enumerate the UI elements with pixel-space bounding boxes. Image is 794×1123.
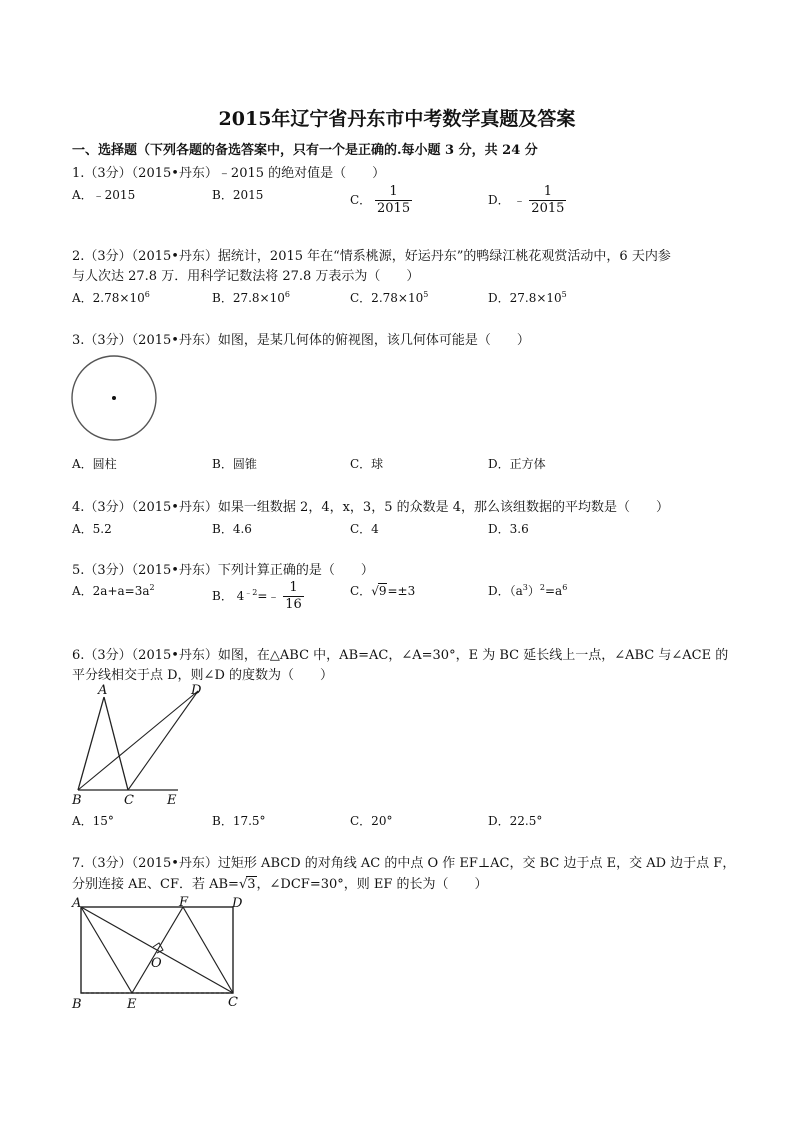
q3-option-c: C．球 — [350, 457, 384, 471]
q5-option-c-radical-sign: √ — [371, 584, 379, 598]
q5-option-c — [350, 582, 415, 599]
q5-option-b-numerator: 1 — [289, 580, 298, 595]
q5-option-b-fraction — [283, 580, 304, 613]
q5-option-d-paren: ） — [527, 584, 540, 598]
q5-option-b-base: 4 — [236, 589, 245, 603]
q6-option-d: D．22.5° — [488, 814, 543, 828]
page-title: 2015年辽宁省丹东市中考数学真题及答案 — [218, 108, 576, 130]
q6-segment-ac — [104, 697, 128, 790]
q3-option-d: D．正方体 — [488, 457, 546, 471]
q6-segment-ab — [78, 697, 104, 790]
q6-label-a: A — [98, 683, 108, 698]
q5-option-c-radicand: 9 — [378, 584, 387, 598]
q7-label-d: D — [232, 896, 243, 911]
q4-option-c: C．4 — [350, 522, 379, 536]
q6-stem-line1: 6.（3分）（2015•丹东）如图，在△ABC 中，AB=AC，∠A=30°，E 为 BC 延长线上一点，∠ABC 与∠ACE 的 — [72, 648, 729, 663]
q1-option-c-denominator: 2015 — [377, 201, 411, 216]
q4-option-b: B．4.6 — [212, 522, 252, 536]
q1-option-d — [488, 184, 566, 217]
q1-option-c-numerator: 1 — [389, 184, 398, 199]
q4-option-d: D．3.6 — [488, 522, 529, 536]
q5-stem: 5.（3分）（2015•丹东）下列计算正确的是（ ） — [72, 563, 374, 578]
q7-stem-radicand: 3 — [247, 877, 256, 892]
q1-option-d-sign: ﹣ — [513, 193, 526, 207]
q2-option-c-text: C．2.78×10 — [350, 291, 424, 305]
q7-label-b: B — [72, 997, 82, 1012]
q6-triangle-figure — [68, 680, 202, 810]
q6-stem-line2: 平分线相交于点 D，则∠D 的度数为（ ） — [72, 668, 334, 683]
q1-stem: 1.（3分）（2015•丹东）﹣2015 的绝对值是（ ） — [72, 166, 386, 181]
q7-stem-radical-sign: √ — [238, 877, 248, 892]
q2-option-a-exponent: 6 — [144, 290, 150, 299]
q5-option-a-exponent: 2 — [149, 583, 155, 592]
q5-option-c-result: =±3 — [387, 584, 416, 598]
q7-rectangle-figure — [68, 895, 248, 1013]
q5-option-b-exponent: ﹣2 — [244, 588, 258, 597]
q5-option-b — [212, 580, 304, 613]
q1-option-a: A．﹣2015 — [72, 188, 136, 202]
q3-option-b: B．圆锥 — [212, 457, 257, 471]
q1-option-b: B．2015 — [212, 188, 264, 202]
q1-option-c — [350, 184, 412, 217]
q2-option-b-text: B．27.8×10 — [212, 291, 285, 305]
q7-label-a: A — [72, 896, 82, 911]
q6-label-b: B — [72, 793, 82, 808]
q2-stem-line2: 与人次达 27.8 万．用科学记数法将 27.8 万表示为（ ） — [72, 269, 420, 284]
q7-label-o: O — [151, 956, 162, 971]
q7-label-f: F — [179, 895, 189, 910]
q6-option-a: A．15° — [72, 814, 114, 828]
q1-option-d-numerator: 1 — [543, 184, 552, 199]
q7-label-c: C — [228, 995, 238, 1010]
q2-option-d — [488, 289, 567, 306]
q5-option-a — [72, 582, 155, 599]
q1-option-d-fraction — [529, 184, 566, 217]
q2-option-d-exponent: 5 — [561, 290, 567, 299]
section-heading: 一、选择题（下列各题的备选答案中，只有一个是正确的.每小题 3 分，共 24 分 — [72, 143, 538, 158]
q1-option-c-fraction — [375, 184, 412, 217]
q5-option-b-label: B． — [212, 589, 233, 603]
q2-option-d-text: D．27.8×10 — [488, 291, 562, 305]
q4-stem: 4.（3分）（2015•丹东）如果一组数据 2，4，x，3，5 的众数是 4，那么该组数据的平均数是（ ） — [72, 500, 670, 515]
q2-option-a-text: A．2.78×10 — [72, 291, 145, 305]
q7-stem-line2 — [72, 873, 488, 892]
q5-option-a-text: A．2a+a=3a — [72, 584, 150, 598]
q6-label-d: D — [191, 683, 202, 698]
q7-stem-line2-b: ，∠DCF=30°，则 EF 的长为（ ） — [256, 877, 488, 892]
q2-option-c — [350, 289, 428, 306]
q7-segment-ef — [132, 907, 183, 993]
q7-label-e: E — [127, 997, 137, 1012]
q3-stem: 3.（3分）（2015•丹东）如图，是某几何体的俯视图，该几何体可能是（ ） — [72, 333, 530, 348]
q5-option-d-exponent-outer: 2 — [539, 583, 545, 592]
q7-segment-cf — [183, 907, 233, 993]
q6-label-c: C — [124, 793, 134, 808]
q7-stem-line2-a: 分别连接 AE、CF．若 AB= — [72, 877, 239, 892]
q3-option-a: A．圆柱 — [72, 457, 117, 471]
q2-option-b-exponent: 6 — [284, 290, 290, 299]
q4-option-a: A．5.2 — [72, 522, 112, 536]
q5-option-d-exponent-inner: 3 — [522, 583, 528, 592]
q2-option-c-exponent: 5 — [423, 290, 429, 299]
q5-option-b-denominator: 16 — [285, 597, 302, 612]
q6-option-c: C．20° — [350, 814, 393, 828]
q2-option-a — [72, 289, 150, 306]
q5-option-c-label: C． — [350, 584, 372, 598]
q5-option-b-equals: =﹣ — [257, 589, 280, 603]
q5-option-d-exponent-result: 6 — [562, 583, 568, 592]
q3-center-dot — [112, 396, 116, 400]
q3-top-view-figure — [68, 352, 160, 444]
q7-stem-line1: 7.（3分）（2015•丹东）过矩形 ABCD 的对角线 AC 的中点 O 作 EF⊥AC，交 BC 边于点 E，交 AD 边于点 F， — [72, 856, 736, 871]
q2-stem-line1: 2.（3分）（2015•丹东）据统计，2015 年在“情系桃源，好运丹东”的鸭绿江桃花观赏活动中，6 天内参 — [72, 249, 671, 264]
q5-option-d — [488, 582, 567, 599]
q1-option-c-label: C． — [350, 193, 372, 207]
q6-label-e: E — [167, 793, 177, 808]
q6-option-b: B．17.5° — [212, 814, 266, 828]
q2-option-b — [212, 289, 290, 306]
q5-option-d-result: =a — [544, 584, 563, 598]
q1-option-d-label: D． — [488, 193, 510, 207]
q5-option-d-text: D．（a — [488, 584, 523, 598]
q7-segment-ae — [81, 907, 132, 993]
q1-option-d-denominator: 2015 — [531, 201, 565, 216]
